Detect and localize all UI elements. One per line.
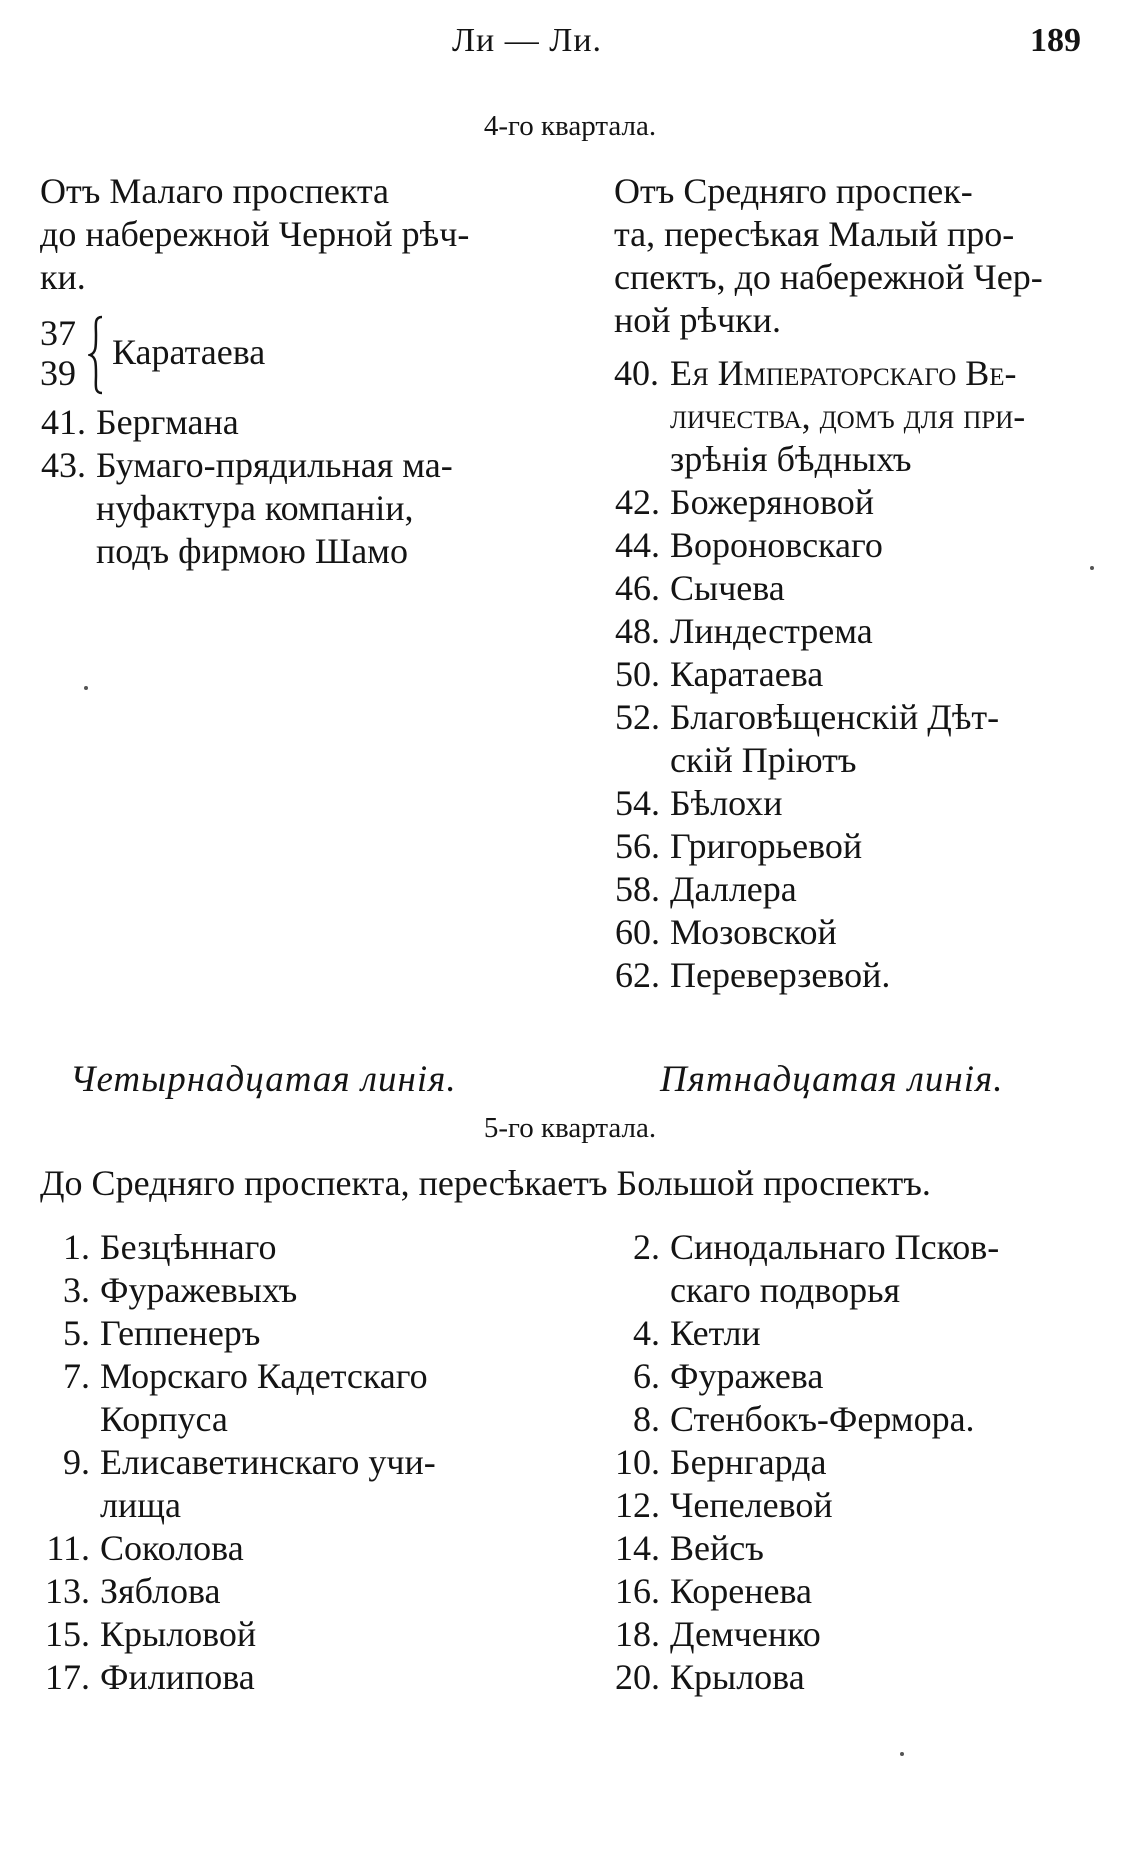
section2-left-column bbox=[40, 1226, 510, 1699]
entry-number: 50. bbox=[615, 654, 660, 694]
entry-text bbox=[670, 868, 1084, 911]
entry-number: 2. bbox=[633, 1227, 660, 1267]
entry-number: 18. bbox=[615, 1614, 660, 1654]
entry-text bbox=[100, 1269, 510, 1312]
entry-text bbox=[670, 1570, 1084, 1613]
section2-description: До Средняго проспекта, пересѣкаетъ Большой проспектъ. bbox=[40, 1163, 931, 1203]
entry-text bbox=[100, 1613, 510, 1656]
section1-left-intro bbox=[40, 170, 510, 299]
list-item bbox=[614, 524, 1084, 567]
entry-number: 41. bbox=[41, 402, 86, 442]
line-title-fifteenth: Пятнадцатая линія. bbox=[660, 1059, 1004, 1100]
list-item bbox=[40, 1355, 510, 1441]
entry-number: 62. bbox=[615, 955, 660, 995]
list-item bbox=[40, 1613, 510, 1656]
section1-right-column bbox=[614, 170, 1084, 997]
entry-text bbox=[670, 954, 1084, 997]
entry-text bbox=[670, 1527, 1084, 1570]
entry-text bbox=[670, 1398, 1084, 1441]
list-item bbox=[614, 1355, 1084, 1398]
list-item bbox=[614, 1613, 1084, 1656]
entry-text bbox=[96, 444, 510, 573]
entry-text bbox=[100, 1656, 510, 1699]
list-item bbox=[614, 567, 1084, 610]
intro-line: ки. bbox=[40, 257, 86, 297]
entry-text bbox=[670, 1613, 1084, 1656]
entry-text bbox=[670, 782, 1084, 825]
entry-line: Стенбокъ-Фермора. bbox=[670, 1399, 975, 1439]
entry-text bbox=[670, 1484, 1084, 1527]
entry-line: зрѣнія бѣдныхъ bbox=[670, 439, 912, 479]
list-item bbox=[614, 1398, 1084, 1441]
entry-line: Мозовской bbox=[670, 912, 837, 952]
entry-number: 6. bbox=[633, 1356, 660, 1396]
entry-number: 3. bbox=[63, 1270, 90, 1310]
entry-number: 43. bbox=[41, 445, 86, 485]
entry-text bbox=[670, 696, 1084, 782]
list-item bbox=[40, 1570, 510, 1613]
entry-number: 17. bbox=[45, 1657, 90, 1697]
entry-line: Коренева bbox=[670, 1571, 812, 1611]
entry-line: Григорьевой bbox=[670, 826, 863, 866]
entry-line: Безцѣннаго bbox=[100, 1227, 277, 1267]
section-title-quarter-5: 5-го квартала. bbox=[483, 1112, 657, 1144]
entry-number: 39 bbox=[40, 353, 76, 393]
entry-line: Бумаго-прядильная ма- bbox=[96, 445, 453, 485]
section1-right-intro bbox=[614, 170, 1084, 342]
section1-left-column bbox=[40, 170, 510, 573]
entry-line: Чепелевой bbox=[670, 1485, 833, 1525]
entry-number: 7. bbox=[63, 1356, 90, 1396]
list-item bbox=[614, 481, 1084, 524]
entry-line: Соколова bbox=[100, 1528, 244, 1568]
entry-number: 14. bbox=[615, 1528, 660, 1568]
list-item bbox=[614, 1484, 1084, 1527]
bracket-numbers bbox=[40, 313, 86, 393]
entry-line: Бѣлохи bbox=[670, 783, 783, 823]
entry-name: Каратаева bbox=[112, 332, 266, 372]
intro-line: та, пересѣкая Малый про- bbox=[614, 214, 1015, 254]
entry-text bbox=[670, 352, 1084, 481]
entry-text bbox=[670, 1355, 1084, 1398]
curly-brace-icon bbox=[88, 315, 106, 395]
entry-line: Крыловой bbox=[100, 1614, 257, 1654]
list-item bbox=[40, 401, 510, 444]
entry-number: 4. bbox=[633, 1313, 660, 1353]
list-item bbox=[40, 1226, 510, 1269]
entry-number: 9. bbox=[63, 1442, 90, 1482]
list-item bbox=[614, 868, 1084, 911]
entry-line: Геппенеръ bbox=[100, 1313, 261, 1353]
entry-line: Сычева bbox=[670, 568, 785, 608]
list-item bbox=[614, 653, 1084, 696]
entry-text bbox=[670, 1656, 1084, 1699]
entry-line: Линдестрема bbox=[670, 611, 873, 651]
list-item bbox=[614, 1312, 1084, 1355]
entry-number: 54. bbox=[615, 783, 660, 823]
entry-line: Ея Императорскаго Ве- bbox=[670, 353, 1017, 393]
entry-text bbox=[100, 1441, 510, 1527]
list-item bbox=[40, 1312, 510, 1355]
entry-line: Елисаветинскаго учи- bbox=[100, 1442, 436, 1482]
entry-line: Бергмана bbox=[96, 402, 239, 442]
entry-number: 58. bbox=[615, 869, 660, 909]
entry-line: Вороновскаго bbox=[670, 525, 883, 565]
entry-number: 60. bbox=[615, 912, 660, 952]
entry-number: 10. bbox=[615, 1442, 660, 1482]
entry-line: Морскаго Кадетскаго bbox=[100, 1356, 428, 1396]
entry-text bbox=[100, 1312, 510, 1355]
entry-text bbox=[670, 825, 1084, 868]
entry-text bbox=[100, 1570, 510, 1613]
entry-line: подъ фирмою Шамо bbox=[96, 531, 408, 571]
intro-line: до набережной Черной рѣч- bbox=[40, 214, 470, 254]
intro-line: ной рѣчки. bbox=[614, 300, 781, 340]
entry-line: скаго подворья bbox=[670, 1270, 901, 1310]
entry-line: личества, домъ для при- bbox=[670, 396, 1026, 436]
entry-text bbox=[100, 1527, 510, 1570]
list-item bbox=[614, 911, 1084, 954]
entry-line: Переверзевой. bbox=[670, 955, 891, 995]
entry-number: 48. bbox=[615, 611, 660, 651]
entry-text bbox=[670, 1312, 1084, 1355]
entry-line: Филипова bbox=[100, 1657, 255, 1697]
entry-number: 13. bbox=[45, 1571, 90, 1611]
print-speck bbox=[84, 686, 88, 690]
list-item bbox=[614, 1441, 1084, 1484]
entry-text bbox=[670, 567, 1084, 610]
list-item bbox=[614, 1226, 1084, 1312]
entry-line: скій Пріютъ bbox=[670, 740, 857, 780]
section1-right-list bbox=[614, 481, 1084, 997]
entry-number: 15. bbox=[45, 1614, 90, 1654]
entry-number: 37 bbox=[40, 313, 76, 353]
page-header bbox=[0, 22, 1140, 72]
entry-text bbox=[670, 610, 1084, 653]
entry-number: 5. bbox=[63, 1313, 90, 1353]
entry-number: 40. bbox=[614, 353, 659, 393]
entry-line: Бернгарда bbox=[670, 1442, 827, 1482]
entry-text bbox=[670, 481, 1084, 524]
line-title-fourteenth: Четырнадцатая линія. bbox=[70, 1059, 457, 1100]
entry-line: Фуражевыхъ bbox=[100, 1270, 298, 1310]
entry-line: Синодальнаго Псков- bbox=[670, 1227, 1000, 1267]
entry-line: Фуражева bbox=[670, 1356, 824, 1396]
entry-number: 56. bbox=[615, 826, 660, 866]
entry-text bbox=[670, 911, 1084, 954]
entry-line: Благовѣщенскій Дѣт- bbox=[670, 697, 1000, 737]
running-head: Ли — Ли. bbox=[452, 22, 603, 59]
entry-line: нуфактура компаніи, bbox=[96, 488, 414, 528]
list-item bbox=[614, 825, 1084, 868]
entry-text bbox=[670, 524, 1084, 567]
list-item bbox=[40, 1656, 510, 1699]
entry-number: 52. bbox=[615, 697, 660, 737]
intro-line: Отъ Средняго проспек- bbox=[614, 171, 973, 211]
list-item bbox=[614, 610, 1084, 653]
list-item bbox=[614, 782, 1084, 825]
entry-number: 8. bbox=[633, 1399, 660, 1439]
list-item bbox=[614, 1570, 1084, 1613]
entry-text bbox=[670, 1226, 1084, 1312]
list-item bbox=[614, 1527, 1084, 1570]
section2-right-column bbox=[614, 1226, 1084, 1699]
entry-number: 44. bbox=[615, 525, 660, 565]
entry-line: Даллера bbox=[670, 869, 797, 909]
print-speck bbox=[900, 1752, 904, 1756]
entry-line: Божеряновой bbox=[670, 482, 874, 522]
intro-line: Отъ Малаго проспекта bbox=[40, 171, 390, 211]
entry-text bbox=[670, 1441, 1084, 1484]
list-item bbox=[614, 1656, 1084, 1699]
list-item bbox=[614, 954, 1084, 997]
entry-line: Крылова bbox=[670, 1657, 805, 1697]
intro-line: спектъ, до набережной Чер- bbox=[614, 257, 1043, 297]
entry-line: Демченко bbox=[670, 1614, 821, 1654]
page-number: 189 bbox=[1030, 22, 1081, 59]
bracketed-entry bbox=[40, 313, 510, 401]
entry-number: 1. bbox=[63, 1227, 90, 1267]
entry-text bbox=[670, 653, 1084, 696]
entry-text bbox=[100, 1355, 510, 1441]
list-item bbox=[40, 444, 510, 573]
entry-line: лища bbox=[100, 1485, 181, 1525]
entry-number: 16. bbox=[615, 1571, 660, 1611]
entry-number: 20. bbox=[615, 1657, 660, 1697]
list-item bbox=[614, 696, 1084, 782]
entry-line: Корпуса bbox=[100, 1399, 228, 1439]
entry-line: Каратаева bbox=[670, 654, 824, 694]
entry-text bbox=[96, 401, 510, 444]
entry-number: 46. bbox=[615, 568, 660, 608]
section-title-quarter-4: 4-го квартала. bbox=[483, 110, 657, 142]
list-item bbox=[40, 1527, 510, 1570]
entry-number: 12. bbox=[615, 1485, 660, 1525]
list-item bbox=[40, 1441, 510, 1527]
print-speck bbox=[1090, 566, 1094, 570]
list-item bbox=[40, 1269, 510, 1312]
entry-line: Кетли bbox=[670, 1313, 761, 1353]
list-item bbox=[614, 352, 1084, 481]
entry-number: 11. bbox=[46, 1528, 90, 1568]
entry-number: 42. bbox=[615, 482, 660, 522]
entry-line: Вейсъ bbox=[670, 1528, 764, 1568]
entry-text bbox=[100, 1226, 510, 1269]
entry-line: Зяблова bbox=[100, 1571, 221, 1611]
